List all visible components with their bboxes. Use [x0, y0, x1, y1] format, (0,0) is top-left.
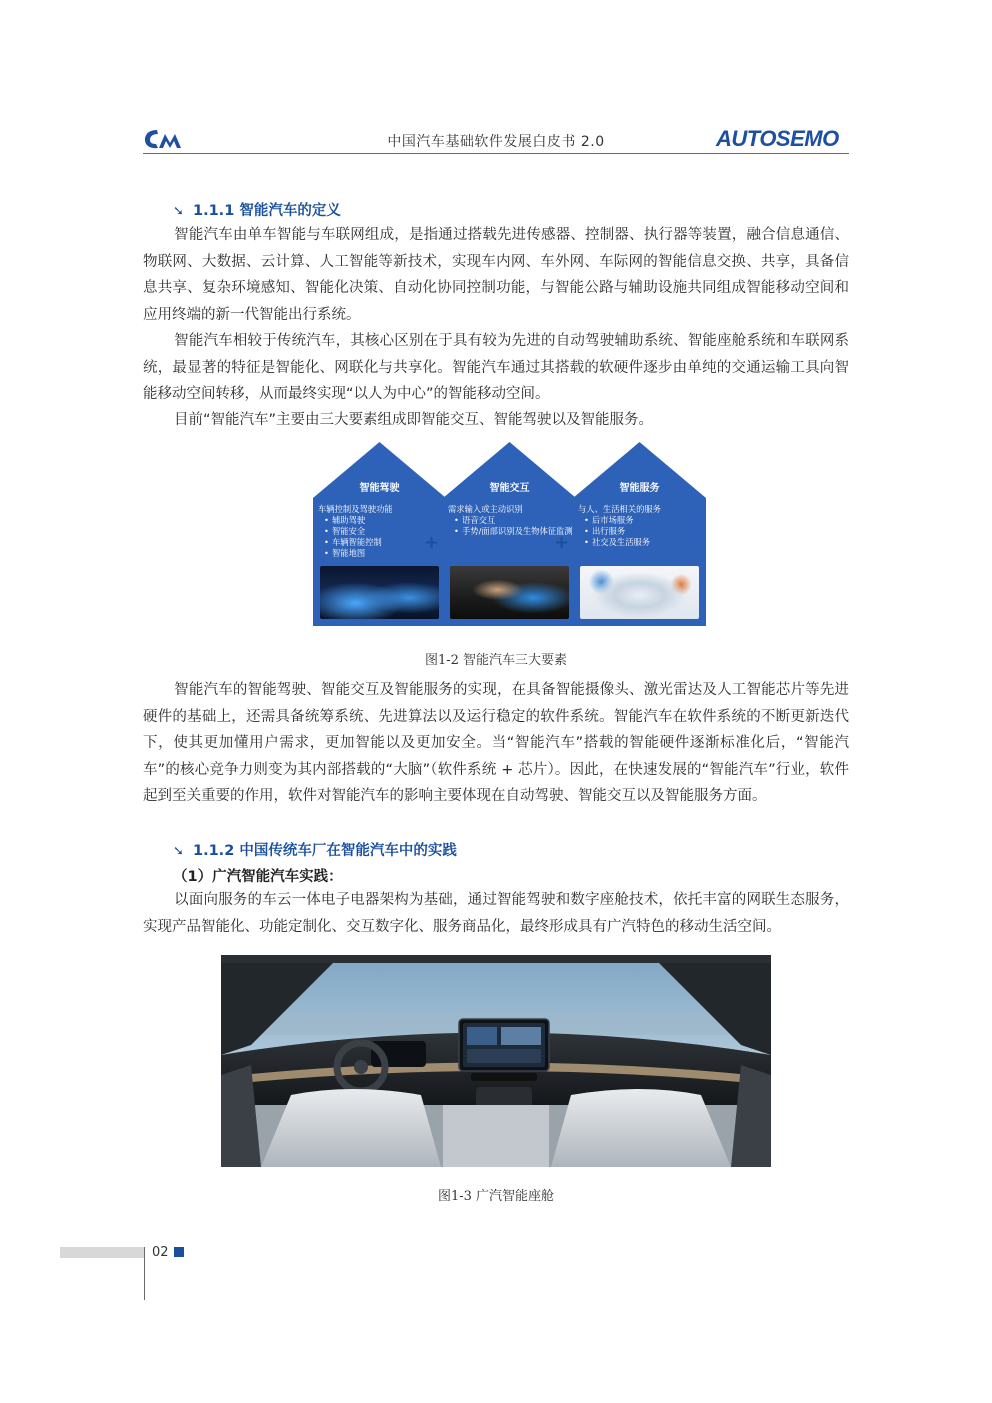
- gac-cockpit-photo: [221, 955, 771, 1167]
- list-item: • 手势/面部识别及生物体征监测: [454, 526, 574, 537]
- plus-icon: +: [554, 532, 570, 553]
- figure-caption-1-3: 图1-3 广汽智能座舱: [437, 1189, 555, 1204]
- panel-title: 智能交互: [489, 483, 530, 494]
- plus-icon: +: [424, 532, 440, 553]
- section-heading-1-1-1: ➘ 1.1.1 智能汽车的定义: [173, 203, 341, 219]
- paragraph-comparison: 智能汽车相较于传统汽车，其核心区别在于具有较为先进的自动驾驶辅助系统、智能座舱系统和车联网系统，最显著的特征是智能化、网联化与共享化。智能汽车通过其搭载的软硬件逐步由单纯的交通运输工具向智能移动空间转移，从而最终实现“以人为中心”的智能移动空间。: [143, 333, 849, 402]
- arrow-icon: ➘: [173, 204, 184, 219]
- list-item: • 出行服务: [584, 526, 704, 537]
- service-photo: [580, 566, 699, 619]
- section-heading-1-1-2: ➘ 1.1.2 中国传统车厂在智能汽车中的实践: [173, 843, 457, 859]
- list-item: • 智能地图: [324, 548, 444, 559]
- paragraph-definition: 智能汽车由单车智能与车联网组成，是指通过搭载先进传感器、控制器、执行器等装置，融合信息通信、物联网、大数据、云计算、人工智能等新技术，实现车内网、车外网、车际网的智能信息交换、共享，具备信息共享、复杂环境感知、智能化决策、自动化协同控制功能，与智能公路与辅助设施共同组成智能移动空间和应用终端的新一代智能出行系统。: [143, 227, 849, 323]
- panel-intro: 需求输入或主动识别: [448, 504, 523, 514]
- list-item: • 车辆智能控制: [324, 537, 444, 548]
- page-number: 02: [152, 1245, 169, 1260]
- panel-title: 智能驾驶: [359, 483, 400, 494]
- list-item: • 辅助驾驶: [324, 515, 444, 526]
- page-marker-icon: [174, 1247, 184, 1257]
- panel-content: [578, 504, 704, 548]
- subheading-gac: （1）广汽智能汽车实践：: [173, 869, 343, 885]
- panel-intro: 车辆控制及驾驶功能: [318, 504, 393, 514]
- interaction-photo: [450, 566, 569, 619]
- arrow-icon: ➘: [173, 844, 184, 859]
- panel-title: 智能服务: [619, 483, 660, 494]
- footer-bar: [60, 1247, 144, 1258]
- header-title: 中国汽车基础软件发展白皮书 2.0: [387, 134, 605, 150]
- paragraph-gac: 以面向服务的车云一体电子电器架构为基础，通过智能驾驶和数字座舱技术，依托丰富的网联生态服务，实现产品智能化、功能定制化、交互数字化、服务商品化，最终形成具有广汽特色的移动生活空间。: [143, 892, 849, 935]
- list-item: • 后市场服务: [584, 515, 704, 526]
- figure-caption-1-2: 图1-2 智能汽车三大要素: [424, 653, 568, 668]
- list-item: • 智能安全: [324, 526, 444, 537]
- panel-intro: 与人、生活相关的服务: [578, 504, 661, 514]
- autosemo-logo: AUTOSEMO: [716, 126, 839, 151]
- list-item: • 语音交互: [454, 515, 574, 526]
- paragraph-three-elements: 目前“智能汽车”主要由三大要素组成即智能交互、智能驾驶以及智能服务。: [174, 412, 654, 428]
- paragraph-software-importance: 智能汽车的智能驾驶、智能交互及智能服务的实现，在具备智能摄像头、激光雷达及人工智能芯片等先进硬件的基础上，还需具备统筹系统、先进算法以及运行稳定的软件系统。智能汽车在软件系统的不断更新迭代下，使其更加懂用户需求，更加智能以及更加安全。当“智能汽车”搭载的智能硬件逐渐标准化后，“智能汽车”的核心竞争力则变为其内部搭载的“大脑”（软件系统 + 芯片）。因此，在快速发展的“智能汽车”行业，软件起到至关重要的作用，软件对智能汽车的影响主要体现在自动驾驶、智能交互以及智能服务方面。: [143, 682, 849, 804]
- footer-divider: [144, 1247, 145, 1300]
- driving-photo: [320, 566, 439, 619]
- list-item: • 社交及生活服务: [584, 537, 704, 548]
- header-divider: [143, 153, 849, 154]
- panel-smart-service: [573, 442, 706, 626]
